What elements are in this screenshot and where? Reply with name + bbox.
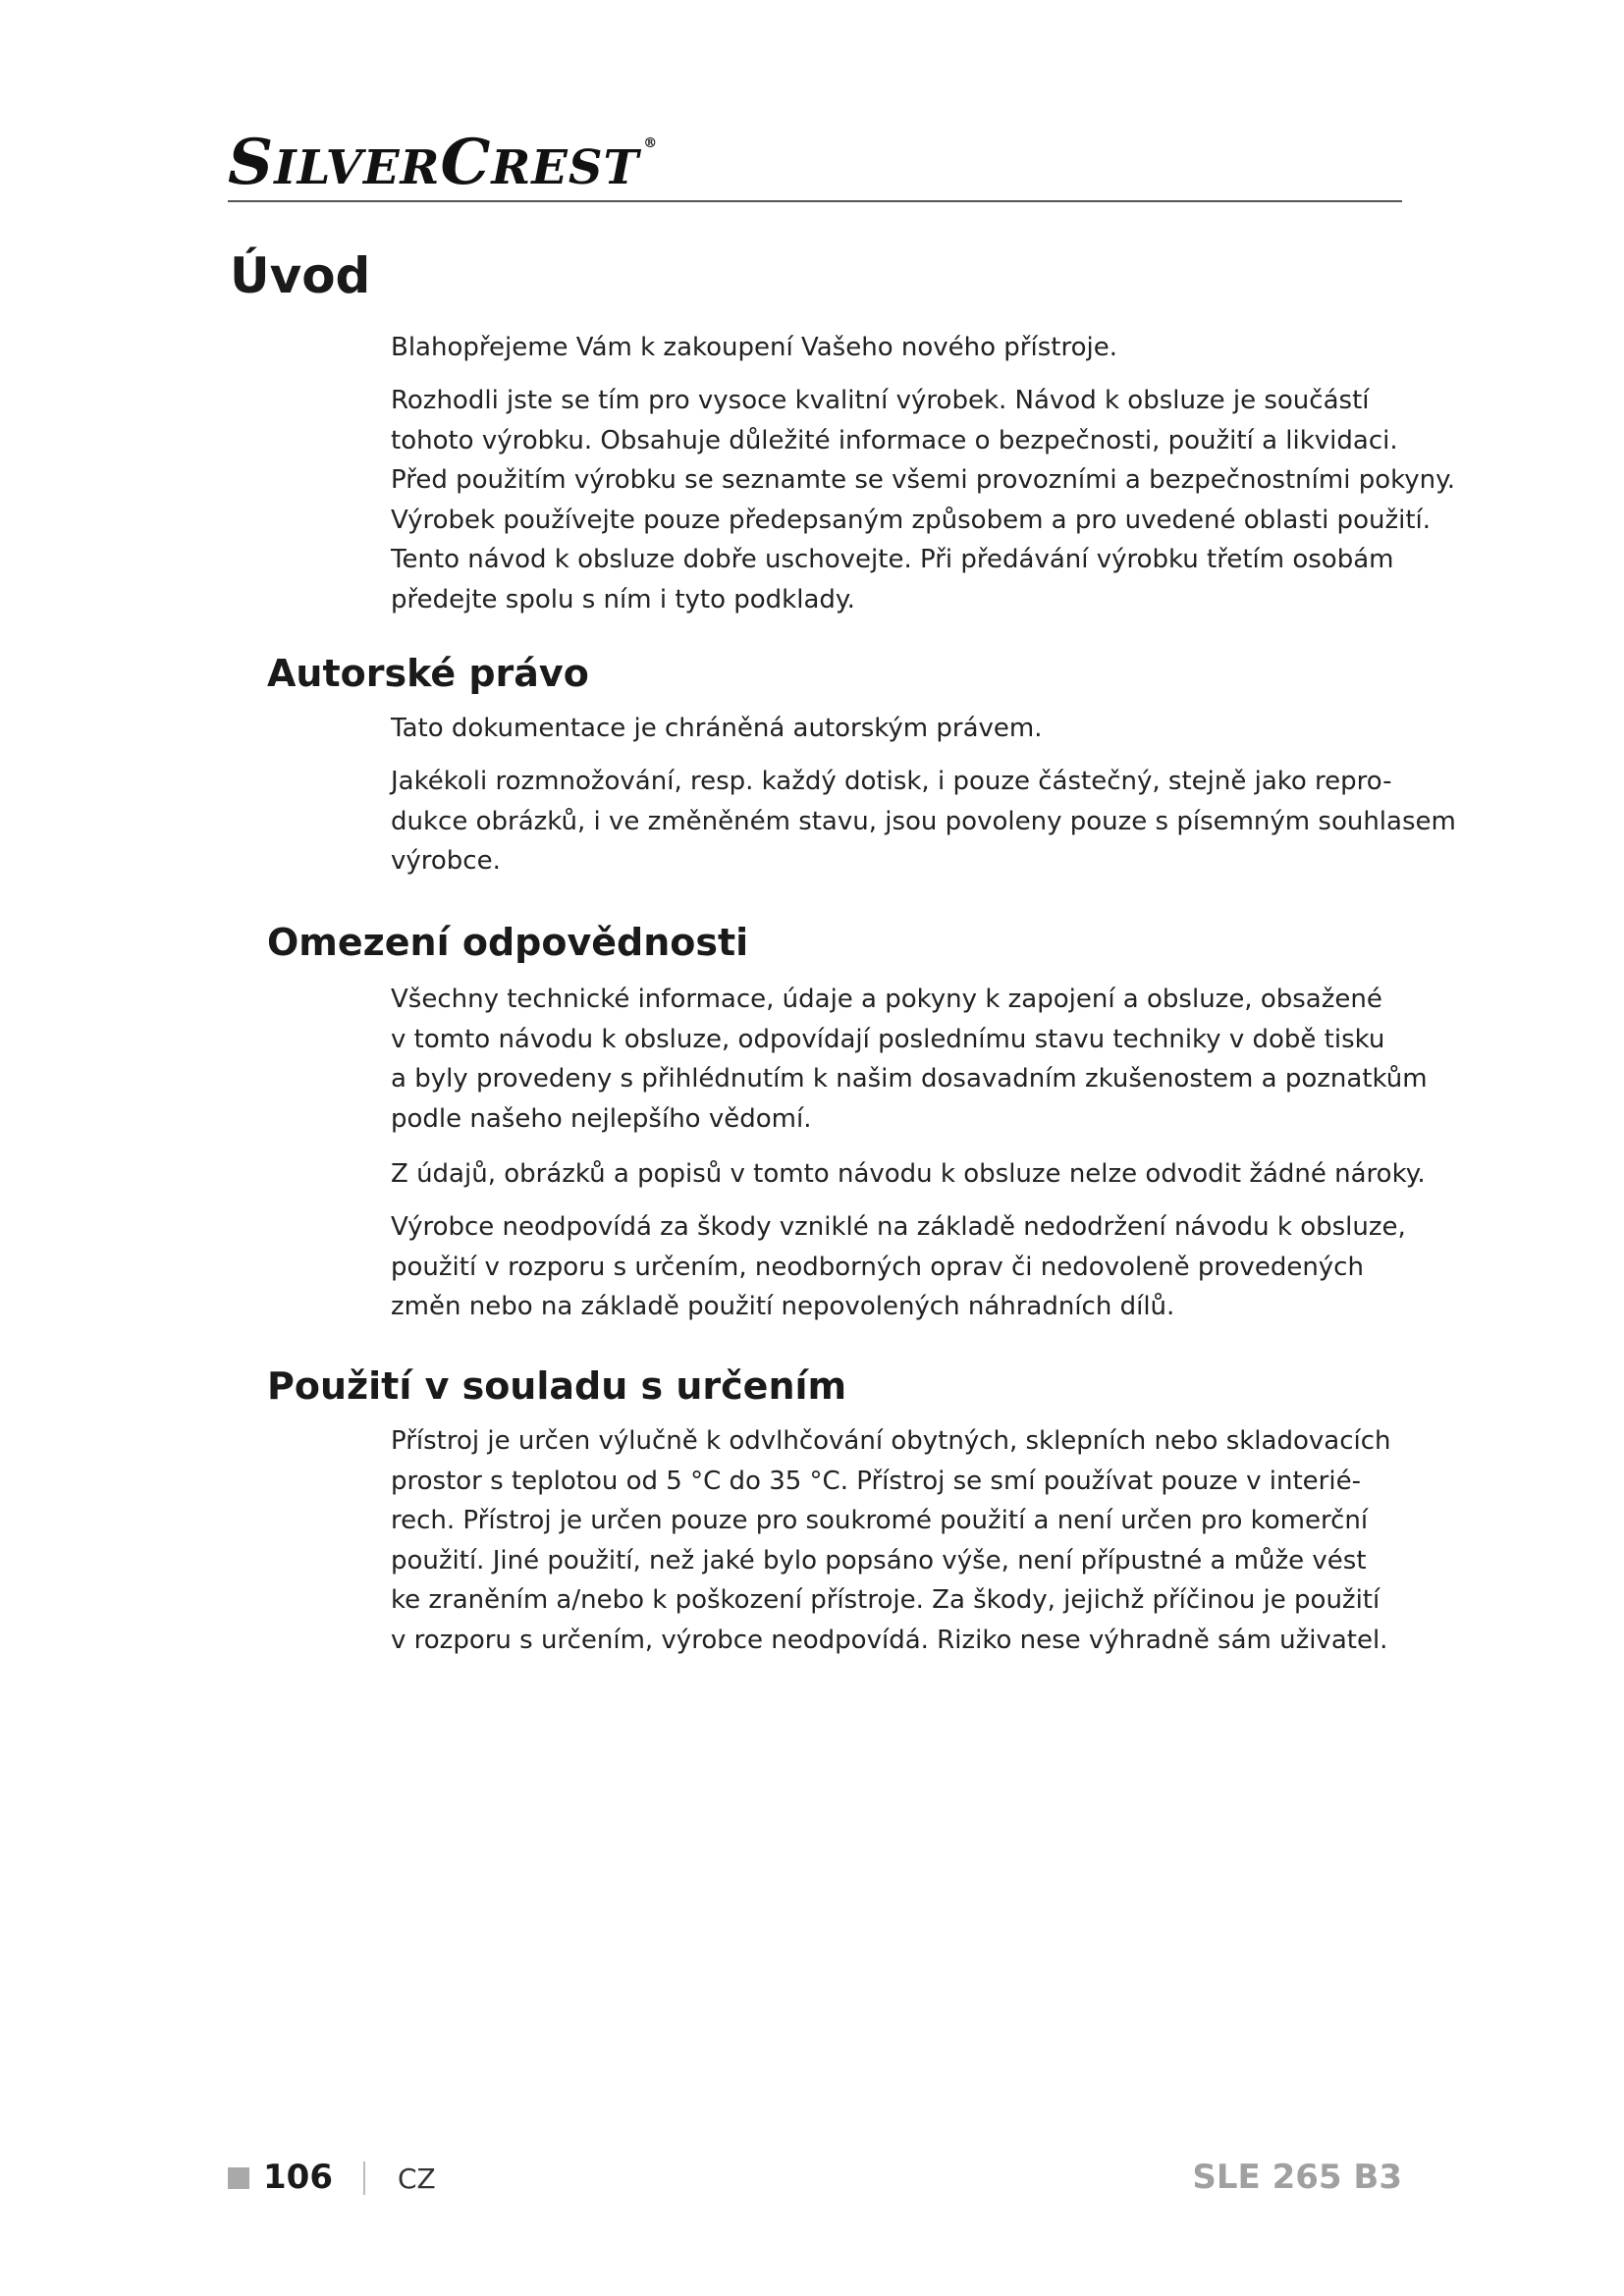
copyright-paragraph-2: Jakékoli rozmnožování, resp. každý dotisk, i pouze částečný, stejně jako repro- dukce obrázků, i ve změněném stavu, jsou povoleny pouze s písemným souhlasem výrobce. <box>391 767 1456 876</box>
page-title: Úvod <box>230 247 371 304</box>
page-number: 106 <box>263 2158 333 2197</box>
heading-copyright: Autorské právo <box>267 652 589 695</box>
footer-marker-square <box>228 2167 249 2189</box>
intro-paragraph-2: Rozhodli jste se tím pro vysoce kvalitní výrobek. Návod k obsluze je součástí tohoto výrobku. Obsahuje důležité informace o bezpečnosti, použití a likvidaci. Před použitím výrobku se seznamte se všemi provozními a bezpečnostními pokyny. Výrobek používejte pouze předepsaným způsobem a pro uvedené oblasti použití. Tento návod k obsluze dobře uschovejte. Při předávání výrobku třetím osobám předejte spolu s ním i tyto podklady. <box>391 386 1456 614</box>
language-code: CZ <box>398 2163 436 2195</box>
liability-paragraph-1: Všechny technické informace, údaje a pokyny k zapojení a obsluze, obsažené v tomto návodu k obsluze, odpovídají poslednímu stavu techniky v době tisku a byly provedeny s přihlédnutím k našim dosavadním zkušenostem a poznatkům podle našeho nejlepšího vědomí. <box>391 985 1428 1134</box>
intro-paragraph-1: Blahopřejeme Vám k zakoupení Vašeho nového přístroje. <box>391 333 1117 362</box>
intended-use-paragraph: Přístroj je určen výlučně k odvlhčování obytných, sklepních nebo skladovacích prostor s teplotou od 5 °C do 35 °C. Přístroj se smí používat pouze v interié- rech. Přístroj je určen pouze pro soukromé použití a není určen pro komerční použití. Jiné použití, než jaké bylo popsáno výše, není přípustné a může vést ke zraněním a/nebo k poškození přístroje. Za škody, jejichž příčinou je použití v rozporu s určením, výrobce neodpovídá. Riziko nese výhradně sám uživatel. <box>391 1426 1391 1655</box>
heading-intended-use: Použití v souladu s určením <box>267 1364 847 1408</box>
copyright-paragraph-1: Tato dokumentace je chráněná autorským právem. <box>391 714 1043 743</box>
liability-paragraph-3: Výrobce neodpovídá za škody vzniklé na základě nedodržení návodu k obsluze, použití v rozporu s určením, neodborných oprav či nedovoleně provedených změn nebo na základě použití nepovolených náhradních dílů. <box>391 1212 1406 1321</box>
liability-paragraph-2: Z údajů, obrázků a popisů v tomto návodu k obsluze nelze odvodit žádné nároky. <box>391 1159 1426 1189</box>
brand-logo: SILVERCREST ® <box>228 126 659 199</box>
heading-liability: Omezení odpovědnosti <box>267 921 749 964</box>
header-divider <box>228 200 1402 202</box>
model-number: SLE 265 B3 <box>1192 2158 1402 2197</box>
footer-separator <box>363 2162 365 2195</box>
